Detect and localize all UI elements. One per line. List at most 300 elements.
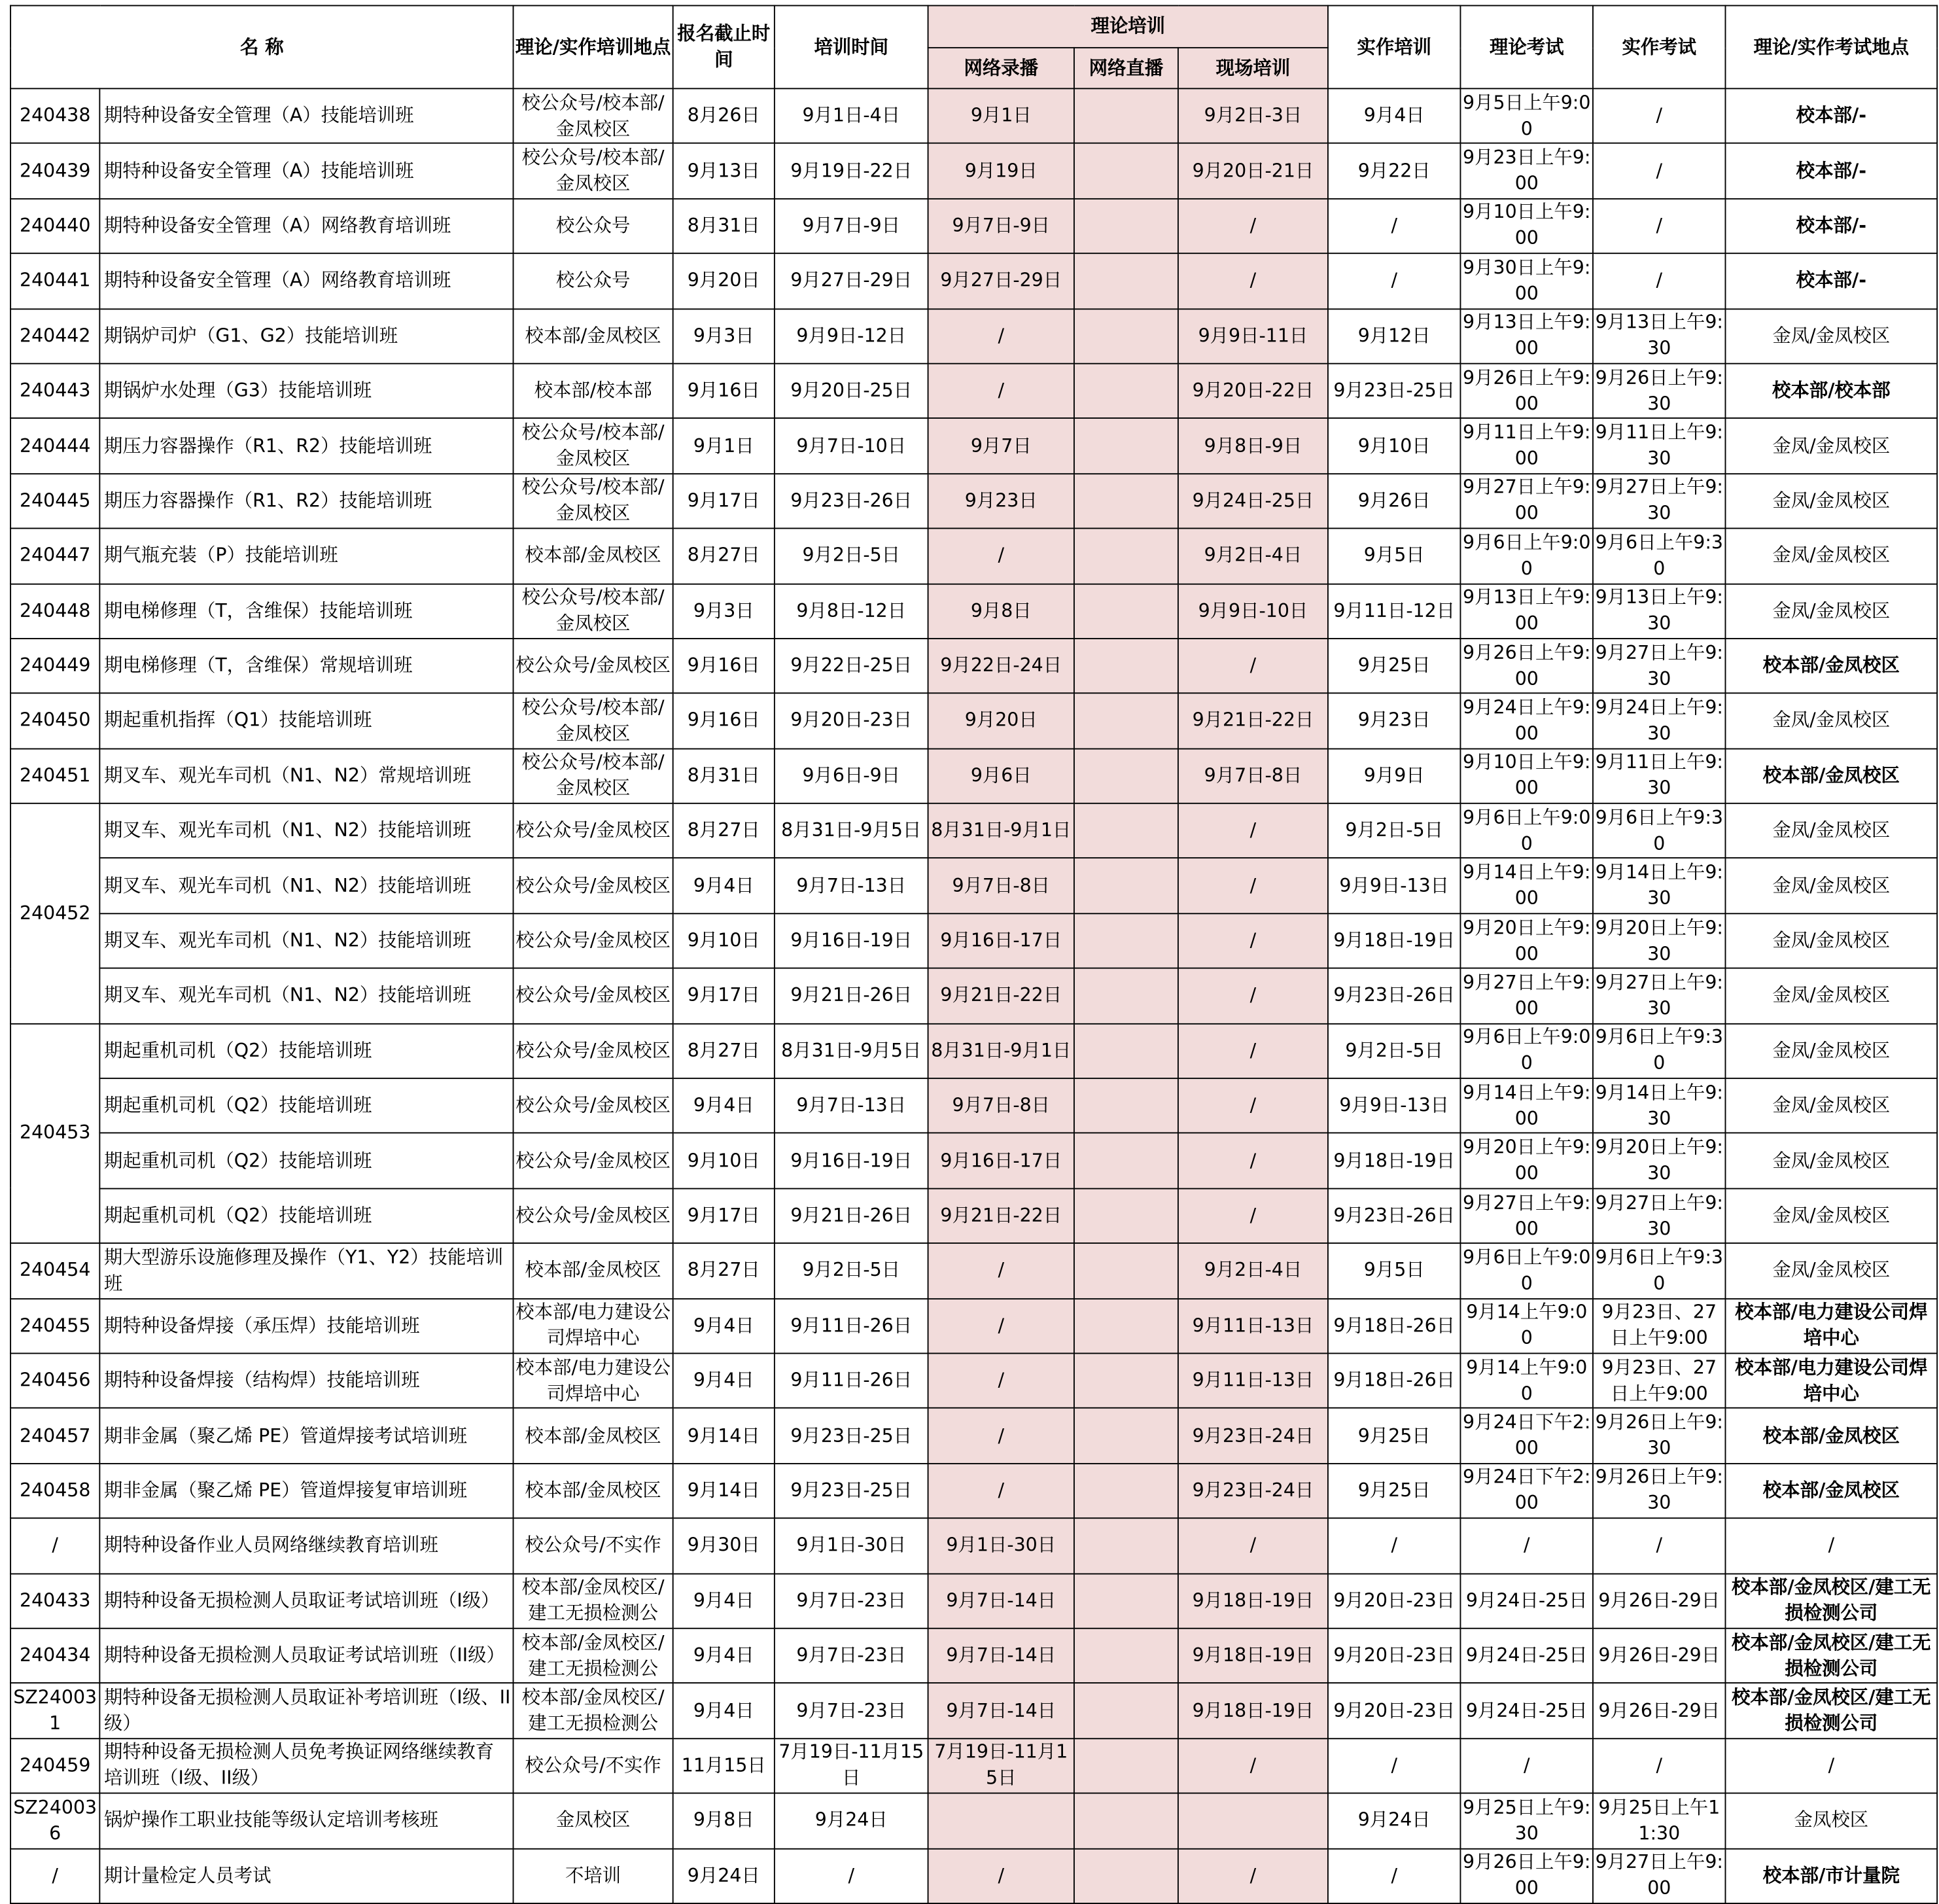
cell-theory-exam: 9月14上午9:00 xyxy=(1460,1298,1593,1353)
cell-period: 9月9日-12日 xyxy=(775,309,928,364)
table-row xyxy=(10,254,1937,309)
cell-deadline: 9月16日 xyxy=(673,364,775,419)
cell-practical: 9月12日 xyxy=(1328,309,1461,364)
cell-practical: / xyxy=(1328,1519,1461,1574)
cell-practical: 9月23日-26日 xyxy=(1328,968,1461,1023)
cell-theory-exam: 9月11日上午9:00 xyxy=(1460,419,1593,474)
cell-class-id: 240459 xyxy=(10,1738,99,1793)
cell-class-name: 期压力容器操作（R1、R2）技能培训班 xyxy=(99,474,513,529)
cell-period: 9月1日-4日 xyxy=(775,88,928,143)
cell-theory-exam: 9月24日-25日 xyxy=(1460,1629,1593,1684)
cell-deadline: 9月10日 xyxy=(673,913,775,968)
cell-recorded xyxy=(928,1793,1074,1848)
cell-onsite: 9月18日-19日 xyxy=(1178,1684,1328,1738)
cell-onsite: 9月18日-19日 xyxy=(1178,1629,1328,1684)
cell-exam-location: 金凤/金凤校区 xyxy=(1726,584,1938,639)
header-practical-exam: 实作考试 xyxy=(1593,6,1726,89)
cell-onsite: 9月7日-8日 xyxy=(1178,749,1328,803)
cell-onsite: / xyxy=(1178,1023,1328,1078)
cell-theory-exam: 9月24日-25日 xyxy=(1460,1684,1593,1738)
cell-class-id: 240442 xyxy=(10,309,99,364)
cell-location: 校本部/金凤校区/建工无损检测公 xyxy=(514,1574,673,1629)
cell-onsite: 9月23日-24日 xyxy=(1178,1463,1328,1518)
cell-exam-location: 校本部/电力建设公司焊培中心 xyxy=(1726,1353,1938,1408)
cell-live xyxy=(1074,1243,1178,1298)
cell-class-name: 期特种设备无损检测人员取证考试培训班（II级） xyxy=(99,1629,513,1684)
cell-class-name: 期叉车、观光车司机（N1、N2）常规培训班 xyxy=(99,749,513,803)
table-row xyxy=(10,1298,1937,1353)
training-schedule-table xyxy=(10,5,1938,1904)
cell-theory-exam: 9月10日上午9:00 xyxy=(1460,749,1593,803)
cell-practical: 9月23日-26日 xyxy=(1328,1188,1461,1243)
cell-recorded: 7月19日-11月15日 xyxy=(928,1738,1074,1793)
cell-location: 校公众号/金凤校区 xyxy=(514,858,673,913)
cell-practical: 9月18日-26日 xyxy=(1328,1353,1461,1408)
cell-period: 9月20日-23日 xyxy=(775,694,928,749)
cell-class-id: 240444 xyxy=(10,419,99,474)
cell-live xyxy=(1074,1793,1178,1848)
cell-onsite: 9月2日-4日 xyxy=(1178,529,1328,584)
cell-location: 校本部/金凤校区/建工无损检测公 xyxy=(514,1629,673,1684)
cell-practical: 9月22日 xyxy=(1328,143,1461,198)
cell-deadline: 9月4日 xyxy=(673,1078,775,1133)
cell-recorded: 9月1日-30日 xyxy=(928,1519,1074,1574)
table-row xyxy=(10,803,1937,858)
table-row xyxy=(10,858,1937,913)
cell-theory-exam: 9月14日上午9:00 xyxy=(1460,858,1593,913)
cell-period: / xyxy=(775,1848,928,1903)
cell-class-id: 240441 xyxy=(10,254,99,309)
cell-class-name: 期电梯修理（T，含维保）常规培训班 xyxy=(99,639,513,694)
cell-practical: 9月24日 xyxy=(1328,1793,1461,1848)
cell-recorded: 9月6日 xyxy=(928,749,1074,803)
cell-class-name: 期起重机指挥（Q1）技能培训班 xyxy=(99,694,513,749)
cell-recorded: 9月21日-22日 xyxy=(928,968,1074,1023)
cell-class-name: 期特种设备焊接（承压焊）技能培训班 xyxy=(99,1298,513,1353)
cell-location: 校本部/金凤校区 xyxy=(514,1408,673,1463)
cell-live xyxy=(1074,749,1178,803)
cell-practical: 9月25日 xyxy=(1328,1463,1461,1518)
cell-practical-exam: / xyxy=(1593,254,1726,309)
cell-exam-location: 校本部/市计量院 xyxy=(1726,1848,1938,1903)
cell-practical: / xyxy=(1328,198,1461,253)
cell-practical: 9月20日-23日 xyxy=(1328,1684,1461,1738)
cell-class-name: 期叉车、观光车司机（N1、N2）技能培训班 xyxy=(99,968,513,1023)
cell-period: 9月21日-26日 xyxy=(775,968,928,1023)
cell-class-id: 240458 xyxy=(10,1463,99,1518)
cell-practical-exam: 9月13日上午9:30 xyxy=(1593,584,1726,639)
cell-exam-location: / xyxy=(1726,1519,1938,1574)
cell-recorded: 9月7日-14日 xyxy=(928,1574,1074,1629)
cell-live xyxy=(1074,803,1178,858)
cell-exam-location: 金凤/金凤校区 xyxy=(1726,419,1938,474)
cell-location: 校公众号/金凤校区 xyxy=(514,639,673,694)
table-row xyxy=(10,143,1937,198)
cell-live xyxy=(1074,639,1178,694)
cell-practical: 9月25日 xyxy=(1328,1408,1461,1463)
cell-class-id: 240434 xyxy=(10,1629,99,1684)
cell-class-name: 期锅炉水处理（G3）技能培训班 xyxy=(99,364,513,419)
cell-class-name: 期起重机司机（Q2）技能培训班 xyxy=(99,1133,513,1188)
cell-recorded: / xyxy=(928,1353,1074,1408)
cell-recorded: 9月7日-9日 xyxy=(928,198,1074,253)
cell-class-name: 期叉车、观光车司机（N1、N2）技能培训班 xyxy=(99,913,513,968)
cell-theory-exam: 9月24日-25日 xyxy=(1460,1574,1593,1629)
header-exam-location: 理论/实作考试地点 xyxy=(1726,6,1938,89)
header-period: 培训时间 xyxy=(775,6,928,89)
cell-theory-exam: 9月20日上午9:00 xyxy=(1460,1133,1593,1188)
cell-location: 校公众号/校本部/金凤校区 xyxy=(514,474,673,529)
cell-period: 8月31日-9月5日 xyxy=(775,803,928,858)
table-row xyxy=(10,364,1937,419)
cell-period: 9月23日-25日 xyxy=(775,1463,928,1518)
cell-practical: 9月9日-13日 xyxy=(1328,858,1461,913)
cell-exam-location: / xyxy=(1726,1738,1938,1793)
table-row xyxy=(10,529,1937,584)
cell-deadline: 8月27日 xyxy=(673,1243,775,1298)
table-row xyxy=(10,1353,1937,1408)
cell-class-id: 240433 xyxy=(10,1574,99,1629)
cell-practical-exam: 9月26日上午9:30 xyxy=(1593,1408,1726,1463)
cell-location: 校本部/电力建设公司焊培中心 xyxy=(514,1353,673,1408)
cell-class-id: 240443 xyxy=(10,364,99,419)
cell-period: 9月7日-23日 xyxy=(775,1684,928,1738)
cell-location: 不培训 xyxy=(514,1848,673,1903)
cell-recorded: / xyxy=(928,1463,1074,1518)
cell-theory-exam: 9月26日上午9:00 xyxy=(1460,639,1593,694)
cell-practical: 9月26日 xyxy=(1328,474,1461,529)
cell-deadline: 9月14日 xyxy=(673,1408,775,1463)
cell-exam-location: 校本部/- xyxy=(1726,254,1938,309)
cell-deadline: 9月13日 xyxy=(673,143,775,198)
cell-class-name: 期起重机司机（Q2）技能培训班 xyxy=(99,1188,513,1243)
cell-class-name: 期压力容器操作（R1、R2）技能培训班 xyxy=(99,419,513,474)
cell-recorded: / xyxy=(928,529,1074,584)
cell-onsite: 9月2日-4日 xyxy=(1178,1243,1328,1298)
cell-deadline: 11月15日 xyxy=(673,1738,775,1793)
header-theory-exam: 理论考试 xyxy=(1460,6,1593,89)
cell-live xyxy=(1074,1133,1178,1188)
table-row xyxy=(10,1793,1937,1848)
cell-period: 9月21日-26日 xyxy=(775,1188,928,1243)
cell-live xyxy=(1074,474,1178,529)
cell-practical-exam: 9月27日上午9:30 xyxy=(1593,474,1726,529)
cell-deadline: 8月31日 xyxy=(673,198,775,253)
cell-practical: 9月2日-5日 xyxy=(1328,1023,1461,1078)
cell-live xyxy=(1074,1629,1178,1684)
cell-period: 9月27日-29日 xyxy=(775,254,928,309)
cell-class-id: 240447 xyxy=(10,529,99,584)
cell-practical: 9月11日-12日 xyxy=(1328,584,1461,639)
cell-live xyxy=(1074,1848,1178,1903)
cell-practical-exam: 9月13日上午9:30 xyxy=(1593,309,1726,364)
cell-exam-location: 校本部/金凤校区/建工无损检测公司 xyxy=(1726,1574,1938,1629)
cell-class-name: 锅炉操作工职业技能等级认定培训考核班 xyxy=(99,1793,513,1848)
cell-live xyxy=(1074,1353,1178,1408)
cell-class-name: 期叉车、观光车司机（N1、N2）技能培训班 xyxy=(99,858,513,913)
cell-theory-exam: 9月24日下午2:00 xyxy=(1460,1463,1593,1518)
cell-class-id: 240457 xyxy=(10,1408,99,1463)
cell-class-name: 期叉车、观光车司机（N1、N2）技能培训班 xyxy=(99,803,513,858)
cell-location: 校公众号/校本部/金凤校区 xyxy=(514,749,673,803)
cell-location: 校本部/金凤校区 xyxy=(514,1243,673,1298)
cell-period: 9月7日-13日 xyxy=(775,1078,928,1133)
cell-class-id: SZ240031 xyxy=(10,1684,99,1738)
cell-theory-exam: 9月30日上午9:00 xyxy=(1460,254,1593,309)
cell-recorded: / xyxy=(928,1298,1074,1353)
cell-live xyxy=(1074,913,1178,968)
cell-exam-location: 金凤/金凤校区 xyxy=(1726,913,1938,968)
cell-practical-exam: 9月14日上午9:30 xyxy=(1593,858,1726,913)
cell-deadline: 9月17日 xyxy=(673,968,775,1023)
cell-deadline: 9月4日 xyxy=(673,1353,775,1408)
cell-onsite: 9月2日-3日 xyxy=(1178,88,1328,143)
cell-theory-exam: 9月24日上午9:00 xyxy=(1460,694,1593,749)
table-row xyxy=(10,88,1937,143)
cell-exam-location: 金凤/金凤校区 xyxy=(1726,529,1938,584)
cell-live xyxy=(1074,254,1178,309)
cell-class-name: 期电梯修理（T，含维保）技能培训班 xyxy=(99,584,513,639)
cell-practical-exam: 9月26日-29日 xyxy=(1593,1684,1726,1738)
cell-practical: 9月5日 xyxy=(1328,1243,1461,1298)
table-row xyxy=(10,1629,1937,1684)
cell-deadline: 9月30日 xyxy=(673,1519,775,1574)
header-onsite: 现场培训 xyxy=(1178,48,1328,88)
table-header xyxy=(10,6,1937,89)
cell-theory-exam: 9月14上午9:00 xyxy=(1460,1353,1593,1408)
cell-period: 7月19日-11月15日 xyxy=(775,1738,928,1793)
cell-class-id: 240449 xyxy=(10,639,99,694)
cell-recorded: 9月20日 xyxy=(928,694,1074,749)
cell-exam-location: 校本部/金凤校区 xyxy=(1726,749,1938,803)
cell-practical-exam: 9月26日-29日 xyxy=(1593,1629,1726,1684)
cell-deadline: 9月4日 xyxy=(673,1684,775,1738)
cell-theory-exam: 9月24日下午2:00 xyxy=(1460,1408,1593,1463)
cell-recorded: / xyxy=(928,1408,1074,1463)
cell-exam-location: 金凤/金凤校区 xyxy=(1726,858,1938,913)
cell-live xyxy=(1074,1023,1178,1078)
cell-location: 校公众号/金凤校区 xyxy=(514,803,673,858)
cell-class-name: 期非金属（聚乙烯 PE）管道焊接复审培训班 xyxy=(99,1463,513,1518)
cell-exam-location: 金凤/金凤校区 xyxy=(1726,1078,1938,1133)
cell-onsite: 9月9日-10日 xyxy=(1178,584,1328,639)
cell-period: 9月2日-5日 xyxy=(775,529,928,584)
cell-practical-exam: 9月26日-29日 xyxy=(1593,1574,1726,1629)
cell-deadline: 8月26日 xyxy=(673,88,775,143)
cell-practical: / xyxy=(1328,1848,1461,1903)
cell-deadline: 9月3日 xyxy=(673,309,775,364)
cell-period: 9月8日-12日 xyxy=(775,584,928,639)
cell-deadline: 8月31日 xyxy=(673,749,775,803)
cell-practical: / xyxy=(1328,254,1461,309)
cell-location: 校公众号/金凤校区 xyxy=(514,913,673,968)
cell-live xyxy=(1074,1574,1178,1629)
cell-period: 9月7日-9日 xyxy=(775,198,928,253)
cell-period: 9月7日-13日 xyxy=(775,858,928,913)
cell-class-id: 240456 xyxy=(10,1353,99,1408)
cell-recorded: 9月7日-14日 xyxy=(928,1684,1074,1738)
cell-period: 9月7日-23日 xyxy=(775,1574,928,1629)
cell-practical: 9月18日-19日 xyxy=(1328,1133,1461,1188)
table-row xyxy=(10,198,1937,253)
cell-exam-location: 金凤校区 xyxy=(1726,1793,1938,1848)
cell-class-id: 240445 xyxy=(10,474,99,529)
cell-location: 校公众号/校本部/金凤校区 xyxy=(514,694,673,749)
cell-exam-location: 校本部/金凤校区/建工无损检测公司 xyxy=(1726,1684,1938,1738)
cell-class-id: 240453 xyxy=(10,1023,99,1243)
cell-deadline: 9月24日 xyxy=(673,1848,775,1903)
cell-exam-location: 校本部/金凤校区 xyxy=(1726,1408,1938,1463)
cell-onsite: / xyxy=(1178,1078,1328,1133)
cell-recorded: 8月31日-9月1日 xyxy=(928,803,1074,858)
cell-live xyxy=(1074,364,1178,419)
cell-class-name: 期特种设备无损检测人员取证补考培训班（I级、II级） xyxy=(99,1684,513,1738)
cell-practical-exam: 9月27日上午9:00 xyxy=(1593,1848,1726,1903)
cell-recorded: / xyxy=(928,309,1074,364)
cell-practical-exam: 9月20日上午9:30 xyxy=(1593,1133,1726,1188)
table-row xyxy=(10,584,1937,639)
cell-theory-exam: 9月26日上午9:00 xyxy=(1460,1848,1593,1903)
cell-location: 校本部/电力建设公司焊培中心 xyxy=(514,1298,673,1353)
cell-location: 校公众号 xyxy=(514,254,673,309)
cell-class-name: 期特种设备无损检测人员免考换证网络继续教育培训班（I级、II级） xyxy=(99,1738,513,1793)
cell-recorded: 9月1日 xyxy=(928,88,1074,143)
cell-practical-exam: 9月11日上午9:30 xyxy=(1593,749,1726,803)
cell-location: 校公众号/校本部/金凤校区 xyxy=(514,584,673,639)
cell-exam-location: 校本部/- xyxy=(1726,88,1938,143)
cell-recorded: 9月21日-22日 xyxy=(928,1188,1074,1243)
cell-recorded: 9月7日-14日 xyxy=(928,1629,1074,1684)
cell-period: 9月20日-25日 xyxy=(775,364,928,419)
cell-recorded: 9月27日-29日 xyxy=(928,254,1074,309)
cell-class-id: SZ240036 xyxy=(10,1793,99,1848)
cell-theory-exam: 9月13日上午9:00 xyxy=(1460,309,1593,364)
cell-class-name: 期特种设备作业人员网络继续教育培训班 xyxy=(99,1519,513,1574)
cell-class-id: / xyxy=(10,1848,99,1903)
cell-onsite: / xyxy=(1178,1519,1328,1574)
cell-onsite xyxy=(1178,1793,1328,1848)
cell-theory-exam: 9月20日上午9:00 xyxy=(1460,913,1593,968)
cell-location: 校公众号 xyxy=(514,198,673,253)
cell-location: 校本部/金凤校区/建工无损检测公 xyxy=(514,1684,673,1738)
cell-live xyxy=(1074,1519,1178,1574)
cell-practical: 9月10日 xyxy=(1328,419,1461,474)
cell-practical-exam: 9月23日、27日上午9:00 xyxy=(1593,1353,1726,1408)
cell-onsite: / xyxy=(1178,1133,1328,1188)
cell-class-id: 240450 xyxy=(10,694,99,749)
header-location: 理论/实作培训地点 xyxy=(514,6,673,89)
cell-location: 校本部/金凤校区 xyxy=(514,309,673,364)
cell-onsite: / xyxy=(1178,913,1328,968)
cell-location: 校公众号/校本部/金凤校区 xyxy=(514,143,673,198)
cell-practical-exam: 9月25日上午11:30 xyxy=(1593,1793,1726,1848)
cell-deadline: 9月10日 xyxy=(673,1133,775,1188)
cell-live xyxy=(1074,143,1178,198)
cell-practical: 9月25日 xyxy=(1328,639,1461,694)
cell-recorded: 9月7日-8日 xyxy=(928,1078,1074,1133)
cell-class-name: 期特种设备安全管理（A）网络教育培训班 xyxy=(99,254,513,309)
cell-class-name: 期气瓶充装（P）技能培训班 xyxy=(99,529,513,584)
cell-live xyxy=(1074,1684,1178,1738)
cell-class-name: 期锅炉司炉（G1、G2）技能培训班 xyxy=(99,309,513,364)
table-row xyxy=(10,749,1937,803)
cell-period: 9月23日-25日 xyxy=(775,1408,928,1463)
cell-class-id: 240439 xyxy=(10,143,99,198)
cell-live xyxy=(1074,529,1178,584)
cell-exam-location: 校本部/- xyxy=(1726,198,1938,253)
cell-live xyxy=(1074,1078,1178,1133)
cell-deadline: 9月16日 xyxy=(673,694,775,749)
cell-class-id: 240451 xyxy=(10,749,99,803)
table-row xyxy=(10,1023,1937,1078)
header-name: 名 称 xyxy=(10,6,513,89)
cell-class-id: 240448 xyxy=(10,584,99,639)
cell-location: 校公众号/金凤校区 xyxy=(514,1188,673,1243)
cell-onsite: 9月24日-25日 xyxy=(1178,474,1328,529)
cell-location: 校本部/校本部 xyxy=(514,364,673,419)
table-row xyxy=(10,1463,1937,1518)
cell-onsite: 9月20日-22日 xyxy=(1178,364,1328,419)
cell-onsite: / xyxy=(1178,803,1328,858)
cell-deadline: 9月20日 xyxy=(673,254,775,309)
cell-period: 8月31日-9月5日 xyxy=(775,1023,928,1078)
cell-exam-location: 校本部/金凤校区/建工无损检测公司 xyxy=(1726,1629,1938,1684)
cell-deadline: 9月4日 xyxy=(673,1298,775,1353)
cell-deadline: 9月4日 xyxy=(673,858,775,913)
cell-deadline: 9月3日 xyxy=(673,584,775,639)
cell-recorded: / xyxy=(928,1848,1074,1903)
cell-class-name: 期特种设备无损检测人员取证考试培训班（I级） xyxy=(99,1574,513,1629)
cell-onsite: 9月23日-24日 xyxy=(1178,1408,1328,1463)
cell-class-id: 240438 xyxy=(10,88,99,143)
cell-theory-exam: 9月25日上午9:30 xyxy=(1460,1793,1593,1848)
cell-location: 金凤校区 xyxy=(514,1793,673,1848)
cell-onsite: 9月20日-21日 xyxy=(1178,143,1328,198)
cell-onsite: / xyxy=(1178,1848,1328,1903)
cell-location: 校公众号/校本部/金凤校区 xyxy=(514,88,673,143)
cell-practical-exam: 9月20日上午9:30 xyxy=(1593,913,1726,968)
cell-exam-location: 金凤/金凤校区 xyxy=(1726,1133,1938,1188)
cell-recorded: 9月16日-17日 xyxy=(928,913,1074,968)
cell-location: 校本部/金凤校区 xyxy=(514,1463,673,1518)
cell-exam-location: 校本部/校本部 xyxy=(1726,364,1938,419)
cell-practical: 9月18日-26日 xyxy=(1328,1298,1461,1353)
cell-theory-exam: 9月26日上午9:00 xyxy=(1460,364,1593,419)
header-deadline: 报名截止时间 xyxy=(673,6,775,89)
cell-class-name: 期特种设备安全管理（A）技能培训班 xyxy=(99,143,513,198)
cell-deadline: 9月14日 xyxy=(673,1463,775,1518)
cell-deadline: 9月17日 xyxy=(673,474,775,529)
cell-location: 校公众号/不实作 xyxy=(514,1738,673,1793)
table-row xyxy=(10,1519,1937,1574)
cell-onsite: 9月21日-22日 xyxy=(1178,694,1328,749)
cell-class-id: 240454 xyxy=(10,1243,99,1298)
cell-class-id: 240452 xyxy=(10,803,99,1023)
cell-practical-exam: 9月26日上午9:30 xyxy=(1593,364,1726,419)
cell-live xyxy=(1074,1738,1178,1793)
table-row xyxy=(10,1133,1937,1188)
cell-exam-location: 校本部/电力建设公司焊培中心 xyxy=(1726,1298,1938,1353)
cell-recorded: / xyxy=(928,1243,1074,1298)
header-live: 网络直播 xyxy=(1074,48,1178,88)
cell-practical: 9月20日-23日 xyxy=(1328,1629,1461,1684)
table-row xyxy=(10,694,1937,749)
cell-practical-exam: 9月27日上午9:30 xyxy=(1593,968,1726,1023)
cell-class-name: 期特种设备安全管理（A）网络教育培训班 xyxy=(99,198,513,253)
cell-exam-location: 金凤/金凤校区 xyxy=(1726,1023,1938,1078)
header-practical: 实作培训 xyxy=(1328,6,1461,89)
cell-practical-exam: 9月27日上午9:30 xyxy=(1593,639,1726,694)
